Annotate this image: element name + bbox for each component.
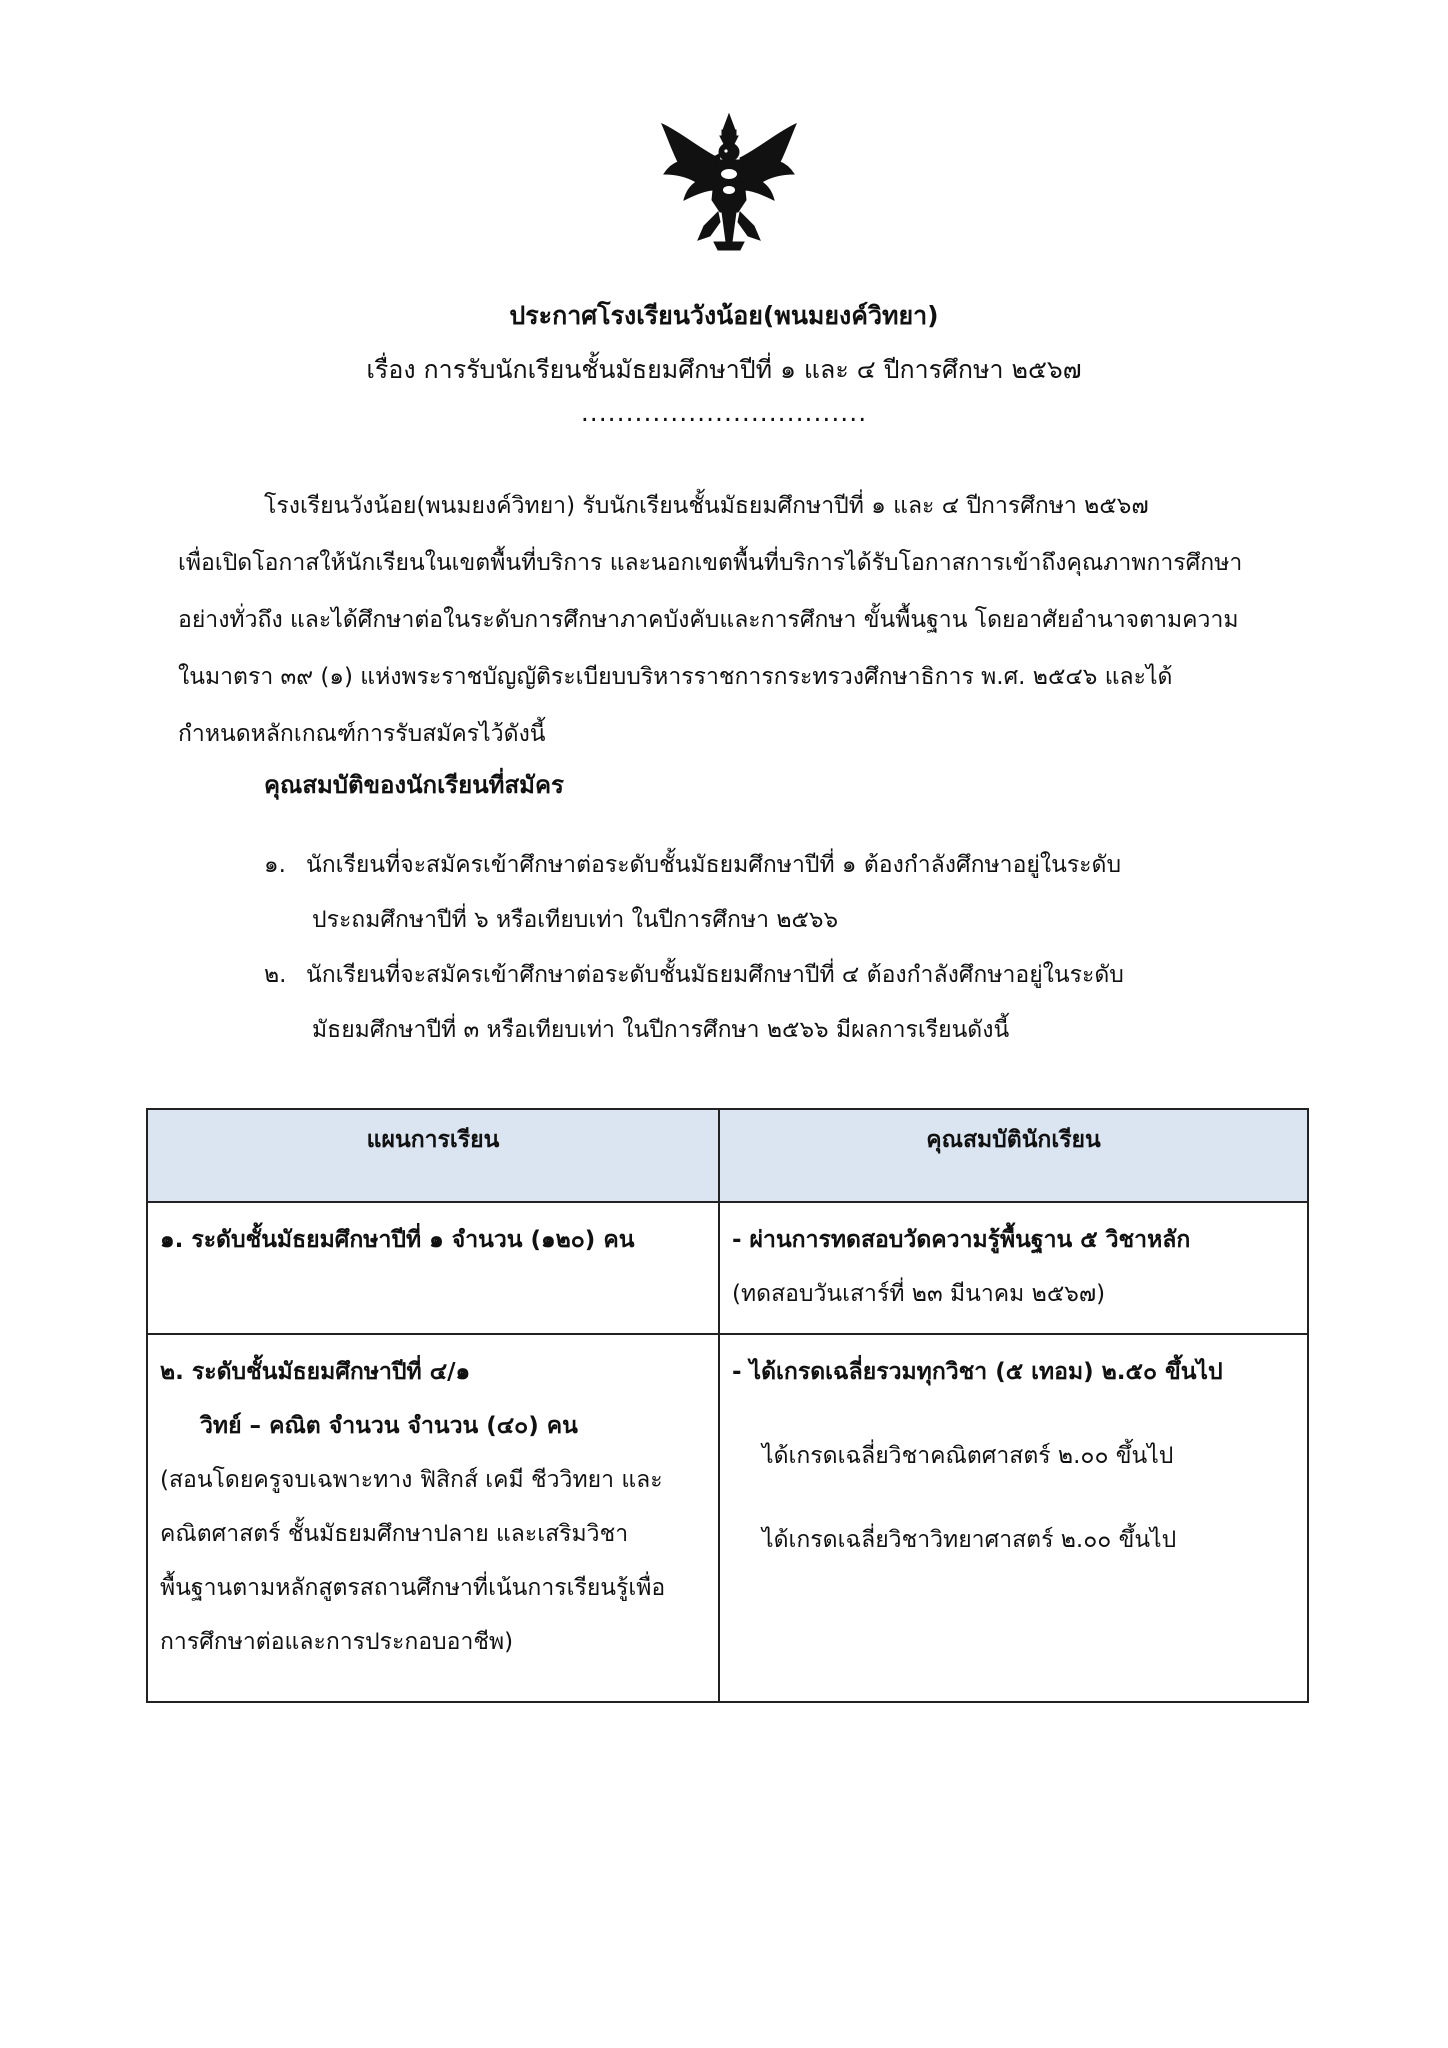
intro-paragraph — [178, 478, 1296, 763]
plan-line: การศึกษาต่อและการประกอบอาชีพ) — [160, 1629, 514, 1655]
table-row — [147, 1334, 1308, 1702]
list-item-text: นักเรียนที่จะสมัครเข้าศึกษาต่อระดับชั้นมัธยมศึกษาปีที่ ๔ ต้องกำลังศึกษาอยู่ในระดับ — [306, 962, 1124, 988]
intro-line: ในมาตรา ๓๙ (๑) แห่งพระราชบัญญัติระเบียบบริหารราชการกระทรวงศึกษาธิการ พ.ศ. ๒๕๔๖ และได้ — [178, 664, 1173, 690]
plan-line: (สอนโดยครูจบเฉพาะทาง ฟิสิกส์ เคมี ชีววิทยา และ — [160, 1467, 663, 1493]
table-row — [147, 1202, 1308, 1334]
list-item — [264, 838, 1304, 948]
qualifications-list — [264, 838, 1304, 1058]
qualification-cell — [719, 1202, 1308, 1334]
plan-line: ๒. ระดับชั้นมัธยมศึกษาปีที่ ๔/๑ — [160, 1359, 471, 1385]
list-item-text: นักเรียนที่จะสมัครเข้าศึกษาต่อระดับชั้นมัธยมศึกษาปีที่ ๑ ต้องกำลังศึกษาอยู่ในระดับ — [306, 852, 1122, 878]
list-item-text: มัธยมศึกษาปีที่ ๓ หรือเทียบเท่า ในปีการศึกษา ๒๕๖๖ มีผลการเรียนดังนี้ — [312, 1017, 1010, 1043]
table-header-qualification: คุณสมบัตินักเรียน — [719, 1109, 1308, 1202]
plan-cell — [147, 1334, 719, 1702]
intro-line: เพื่อเปิดโอกาสให้นักเรียนในเขตพื้นที่บริการ และนอกเขตพื้นที่บริการได้รับโอกาสการเข้าถึงคุณภาพการศึกษา — [178, 550, 1243, 576]
qualification-line: - ได้เกรดเฉลี่ยรวมทุกวิชา (๕ เทอม) ๒.๕๐ ขึ้นไป — [732, 1359, 1223, 1385]
announcement-title: ประกาศโรงเรียนวังน้อย(พนมยงค์วิทยา) — [509, 301, 939, 330]
list-item-text: ประถมศึกษาปีที่ ๖ หรือเทียบเท่า ในปีการศึกษา ๒๕๖๖ — [312, 907, 839, 933]
announcement-subject: เรื่อง การรับนักเรียนชั้นมัธยมศึกษาปีที่ ๑ และ ๔ ปีการศึกษา ๒๕๖๗ — [366, 355, 1082, 384]
list-item-number: ๑. — [264, 852, 286, 878]
plan-cell — [147, 1202, 719, 1334]
plan-line: คณิตศาสตร์ ชั้นมัธยมศึกษาปลาย และเสริมวิชา — [160, 1521, 629, 1547]
table-header-row — [147, 1109, 1308, 1202]
list-item-number: ๒. — [264, 962, 287, 988]
qualification-line: - ผ่านการทดสอบวัดความรู้พื้นฐาน ๕ วิชาหลัก — [732, 1227, 1191, 1253]
qualification-line: ได้เกรดเฉลี่ยวิชาวิทยาศาสตร์ ๒.๐๐ ขึ้นไป — [762, 1527, 1177, 1553]
intro-line: กำหนดหลักเกณฑ์การรับสมัครไว้ดังนี้ — [178, 721, 546, 747]
qualification-line: (ทดสอบวันเสาร์ที่ ๒๓ มีนาคม ๒๕๖๗) — [732, 1281, 1106, 1307]
list-item — [264, 948, 1304, 1058]
table-header-plan: แผนการเรียน — [147, 1109, 719, 1202]
qualification-cell — [719, 1334, 1308, 1702]
title-separator: ................................ — [580, 398, 868, 427]
qualifications-heading: คุณสมบัติของนักเรียนที่สมัคร — [264, 771, 564, 799]
study-plan-table — [146, 1108, 1309, 1703]
qualification-line: ได้เกรดเฉลี่ยวิชาคณิตศาสตร์ ๒.๐๐ ขึ้นไป — [762, 1443, 1174, 1469]
garuda-emblem-icon — [654, 108, 804, 258]
plan-line: ๑. ระดับชั้นมัธยมศึกษาปีที่ ๑ จำนวน (๑๒๐) คน — [160, 1227, 635, 1253]
intro-line: โรงเรียนวังน้อย(พนมยงค์วิทยา) รับนักเรียนชั้นมัธยมศึกษาปีที่ ๑ และ ๔ ปีการศึกษา ๒๕๖๗ — [264, 493, 1149, 519]
intro-line: อย่างทั่วถึง และได้ศึกษาต่อในระดับการศึกษาภาคบังคับและการศึกษา ขั้นพื้นฐาน โดยอาศัยอำนาจตามความ — [178, 607, 1239, 633]
plan-line: วิทย์ – คณิต จำนวน จำนวน (๔๐) คน — [200, 1413, 578, 1439]
plan-line: พื้นฐานตามหลักสูตรสถานศึกษาที่เน้นการเรียนรู้เพื่อ — [160, 1575, 666, 1601]
